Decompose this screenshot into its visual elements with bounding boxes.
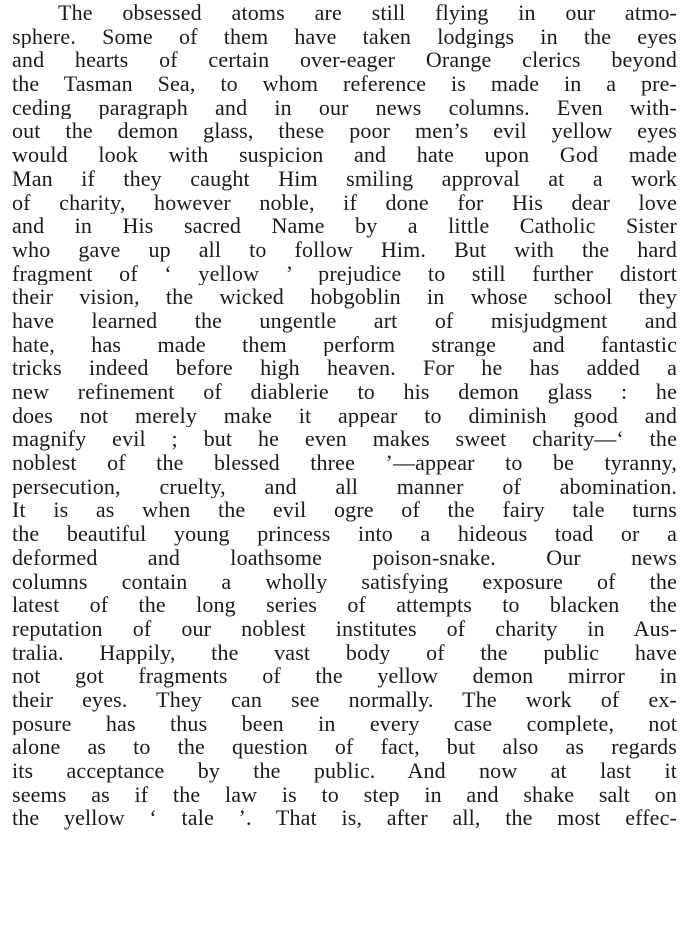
text-line: posure has thus been in every case complete, not [12,711,677,736]
text-line: The obsessed atoms are still flying in our atmo- [58,1,677,25]
text-line: alone as to the question of fact, but also as regards [12,735,677,759]
text-line: out the demon glass, these poor men’s evil yellow eyes [12,119,677,144]
text-line: have learned the ungentle art of misjudgment and [12,308,677,333]
text-line: not got fragments of the yellow demon mirror in [12,664,677,688]
text-line: their vision, the wicked hobgoblin in whose school they [12,285,677,309]
text-line: who gave up all to follow Him. But with the hard [12,237,677,262]
text-line: its acceptance by the public. And now at last it [12,759,677,783]
text-line: Man if they caught Him smiling approval at a work [12,166,677,191]
text-line: deformed and loathsome poison-snake. Our news [12,545,677,570]
text-line: columns contain a wholly satisfying exposure of the [12,569,677,594]
text-line: latest of the long series of attempts to blacken the [12,593,677,617]
text-line: reputation of our noblest institutes of charity in Aus- [12,616,677,641]
text-line: fragment of ‘ yellow ’ prejudice to still further distort [12,261,677,286]
text-line: persecution, cruelty, and all manner of abomination. [12,474,677,499]
text-line: does not merely make it appear to diminish good and [12,403,677,428]
text-line: seems as if the law is to step in and shake salt on [12,782,677,807]
text-line: noblest of the blessed three ’—appear to be tyranny, [12,451,677,475]
text-line: new refinement of diablerie to his demon glass : he [12,380,677,404]
text-line: tralia. Happily, the vast body of the public have [12,640,677,665]
text-line: and in His sacred Name by a little Catholic Sister [12,214,677,238]
text-line: their eyes. They can see normally. The work of ex- [12,687,677,712]
text-line: of charity, however noble, if done for His dear love [12,190,677,215]
text-line: and hearts of certain over-eager Orange clerics beyond [12,48,677,73]
text-line: the Tasman Sea, to whom reference is made in a pre- [12,72,677,96]
text-line: hate, has made them perform strange and fantastic [12,332,677,357]
text-line: tricks indeed before high heaven. For he has added a [12,356,677,380]
text-line: magnify evil ; but he even makes sweet charity—‘ the [12,427,677,452]
text-line: It is as when the evil ogre of the fairy tale turns [12,498,677,523]
text-line: sphere. Some of them have taken lodgings in the eyes [12,24,677,49]
text-line: the beautiful young princess into a hideous toad or a [12,522,677,546]
text-line: ceding paragraph and in our news columns. Even with- [12,95,677,120]
text-line: the yellow ‘ tale ’. That is, after all, the most effec- [12,806,677,831]
text-line: would look with suspicion and hate upon God made [12,143,677,167]
